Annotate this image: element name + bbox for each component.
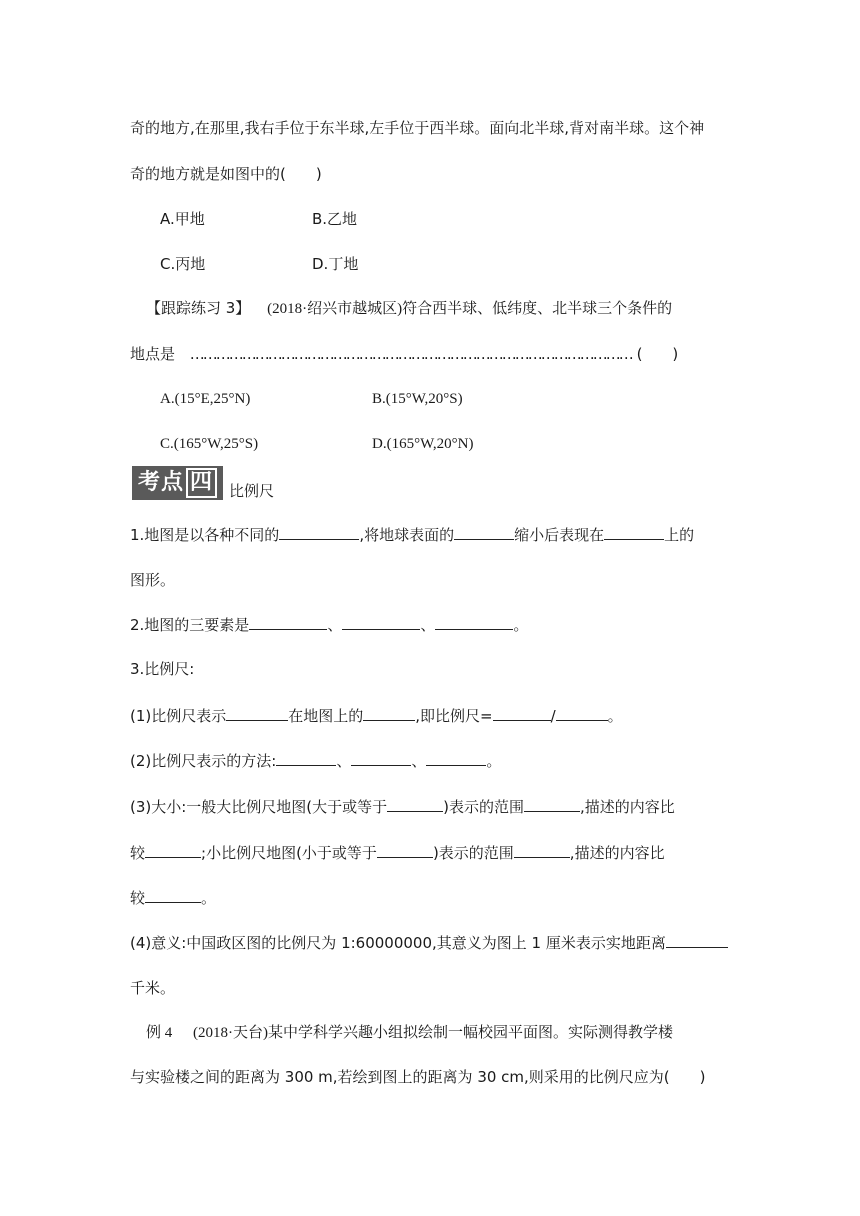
fill-blank[interactable] [493, 705, 551, 721]
fill-blank[interactable] [435, 614, 513, 630]
fill-blank[interactable] [342, 614, 420, 630]
item-3-2: (2)比例尺表示的方法: 、 、 。 [130, 752, 502, 770]
fill-blank[interactable] [426, 750, 486, 766]
fill-blank[interactable] [604, 524, 664, 540]
fill-blank[interactable] [351, 750, 411, 766]
item-3-4-cont: 千米。 [130, 979, 176, 997]
item-3: 3.比例尺: [130, 660, 195, 678]
fill-blank[interactable] [524, 796, 580, 812]
option-d: D.(165°W,20°N) [372, 436, 474, 452]
question-text-line: 奇的地方就是如图中的( ) [130, 165, 322, 183]
practice-source: (2018·绍兴市越城区) [267, 301, 403, 317]
item-3-3-cont: 较 ;小比例尺地图(小于或等于 )表示的范围 ,描述的内容比 [130, 844, 665, 862]
fill-blank[interactable] [249, 614, 327, 630]
fill-blank[interactable] [556, 705, 608, 721]
option-c: C.丙地 [160, 255, 206, 273]
fill-blank[interactable] [145, 842, 201, 858]
example-source: (2018·天台) [193, 1025, 269, 1041]
item-2: 2.地图的三要素是 、 、 。 [130, 616, 529, 634]
fill-blank[interactable] [377, 842, 433, 858]
dot-leader: ………………………………………………………………………………………… [189, 345, 632, 363]
fill-blank[interactable] [145, 887, 201, 903]
example-question-line2: 与实验楼之间的距离为 300 m,若绘到图上的距离为 30 cm,则采用的比例尺应为( ) [130, 1068, 706, 1086]
option-c: C.(165°W,25°S) [160, 436, 259, 452]
practice-question-line2: 地点是 ………………………………………………………………………………………… ( ) [130, 345, 679, 363]
section-tag: 考点 四 [132, 466, 223, 500]
example-label: 例 4 [146, 1025, 173, 1041]
fill-blank[interactable] [387, 796, 443, 812]
question-text-line: 奇的地方,在那里,我右手位于东半球,左手位于西半球。面向北半球,背对南半球。这个神 [130, 119, 705, 137]
fill-blank[interactable] [363, 705, 415, 721]
option-b: B.乙地 [312, 210, 358, 228]
item-3-1: (1)比例尺表示 在地图上的 ,即比例尺= / 。 [130, 707, 623, 725]
section-number: 四 [186, 468, 217, 498]
practice-text: 符合西半球、低纬度、北半球三个条件的 [402, 299, 673, 317]
option-a: A.甲地 [160, 210, 205, 228]
practice-label: 【跟踪练习 3】 [146, 299, 251, 317]
fill-blank[interactable] [454, 524, 514, 540]
option-a: A.(15°E,25°N) [160, 391, 251, 407]
fill-blank[interactable] [279, 524, 359, 540]
option-d: D.丁地 [312, 255, 359, 273]
practice-question [146, 298, 672, 319]
fill-blank[interactable] [276, 750, 336, 766]
item-3-3-cont2: 较 。 [130, 889, 217, 907]
item-1: 1.地图是以各种不同的 ,将地球表面的 缩小后表现在 上的 [130, 526, 695, 544]
item-3-3: (3)大小:一般大比例尺地图(大于或等于 )表示的范围 ,描述的内容比 [130, 798, 675, 816]
item-1-cont: 图形。 [130, 571, 176, 589]
fill-blank[interactable] [226, 705, 288, 721]
section-title: 比例尺 [229, 481, 275, 500]
fill-blank[interactable] [666, 932, 728, 948]
fill-blank[interactable] [514, 842, 570, 858]
example-question: 例 4 (2018·天台)某中学科学兴趣小组拟绘制一幅校园平面图。实际测得教学楼 [146, 1023, 674, 1041]
section-heading [132, 466, 274, 500]
answer-paren: ( ) [636, 345, 679, 363]
item-3-4: (4)意义:中国政区图的比例尺为 1:60000000,其意义为图上 1 厘米表示实地距离 [130, 932, 728, 953]
option-b: B.(15°W,20°S) [372, 391, 463, 407]
